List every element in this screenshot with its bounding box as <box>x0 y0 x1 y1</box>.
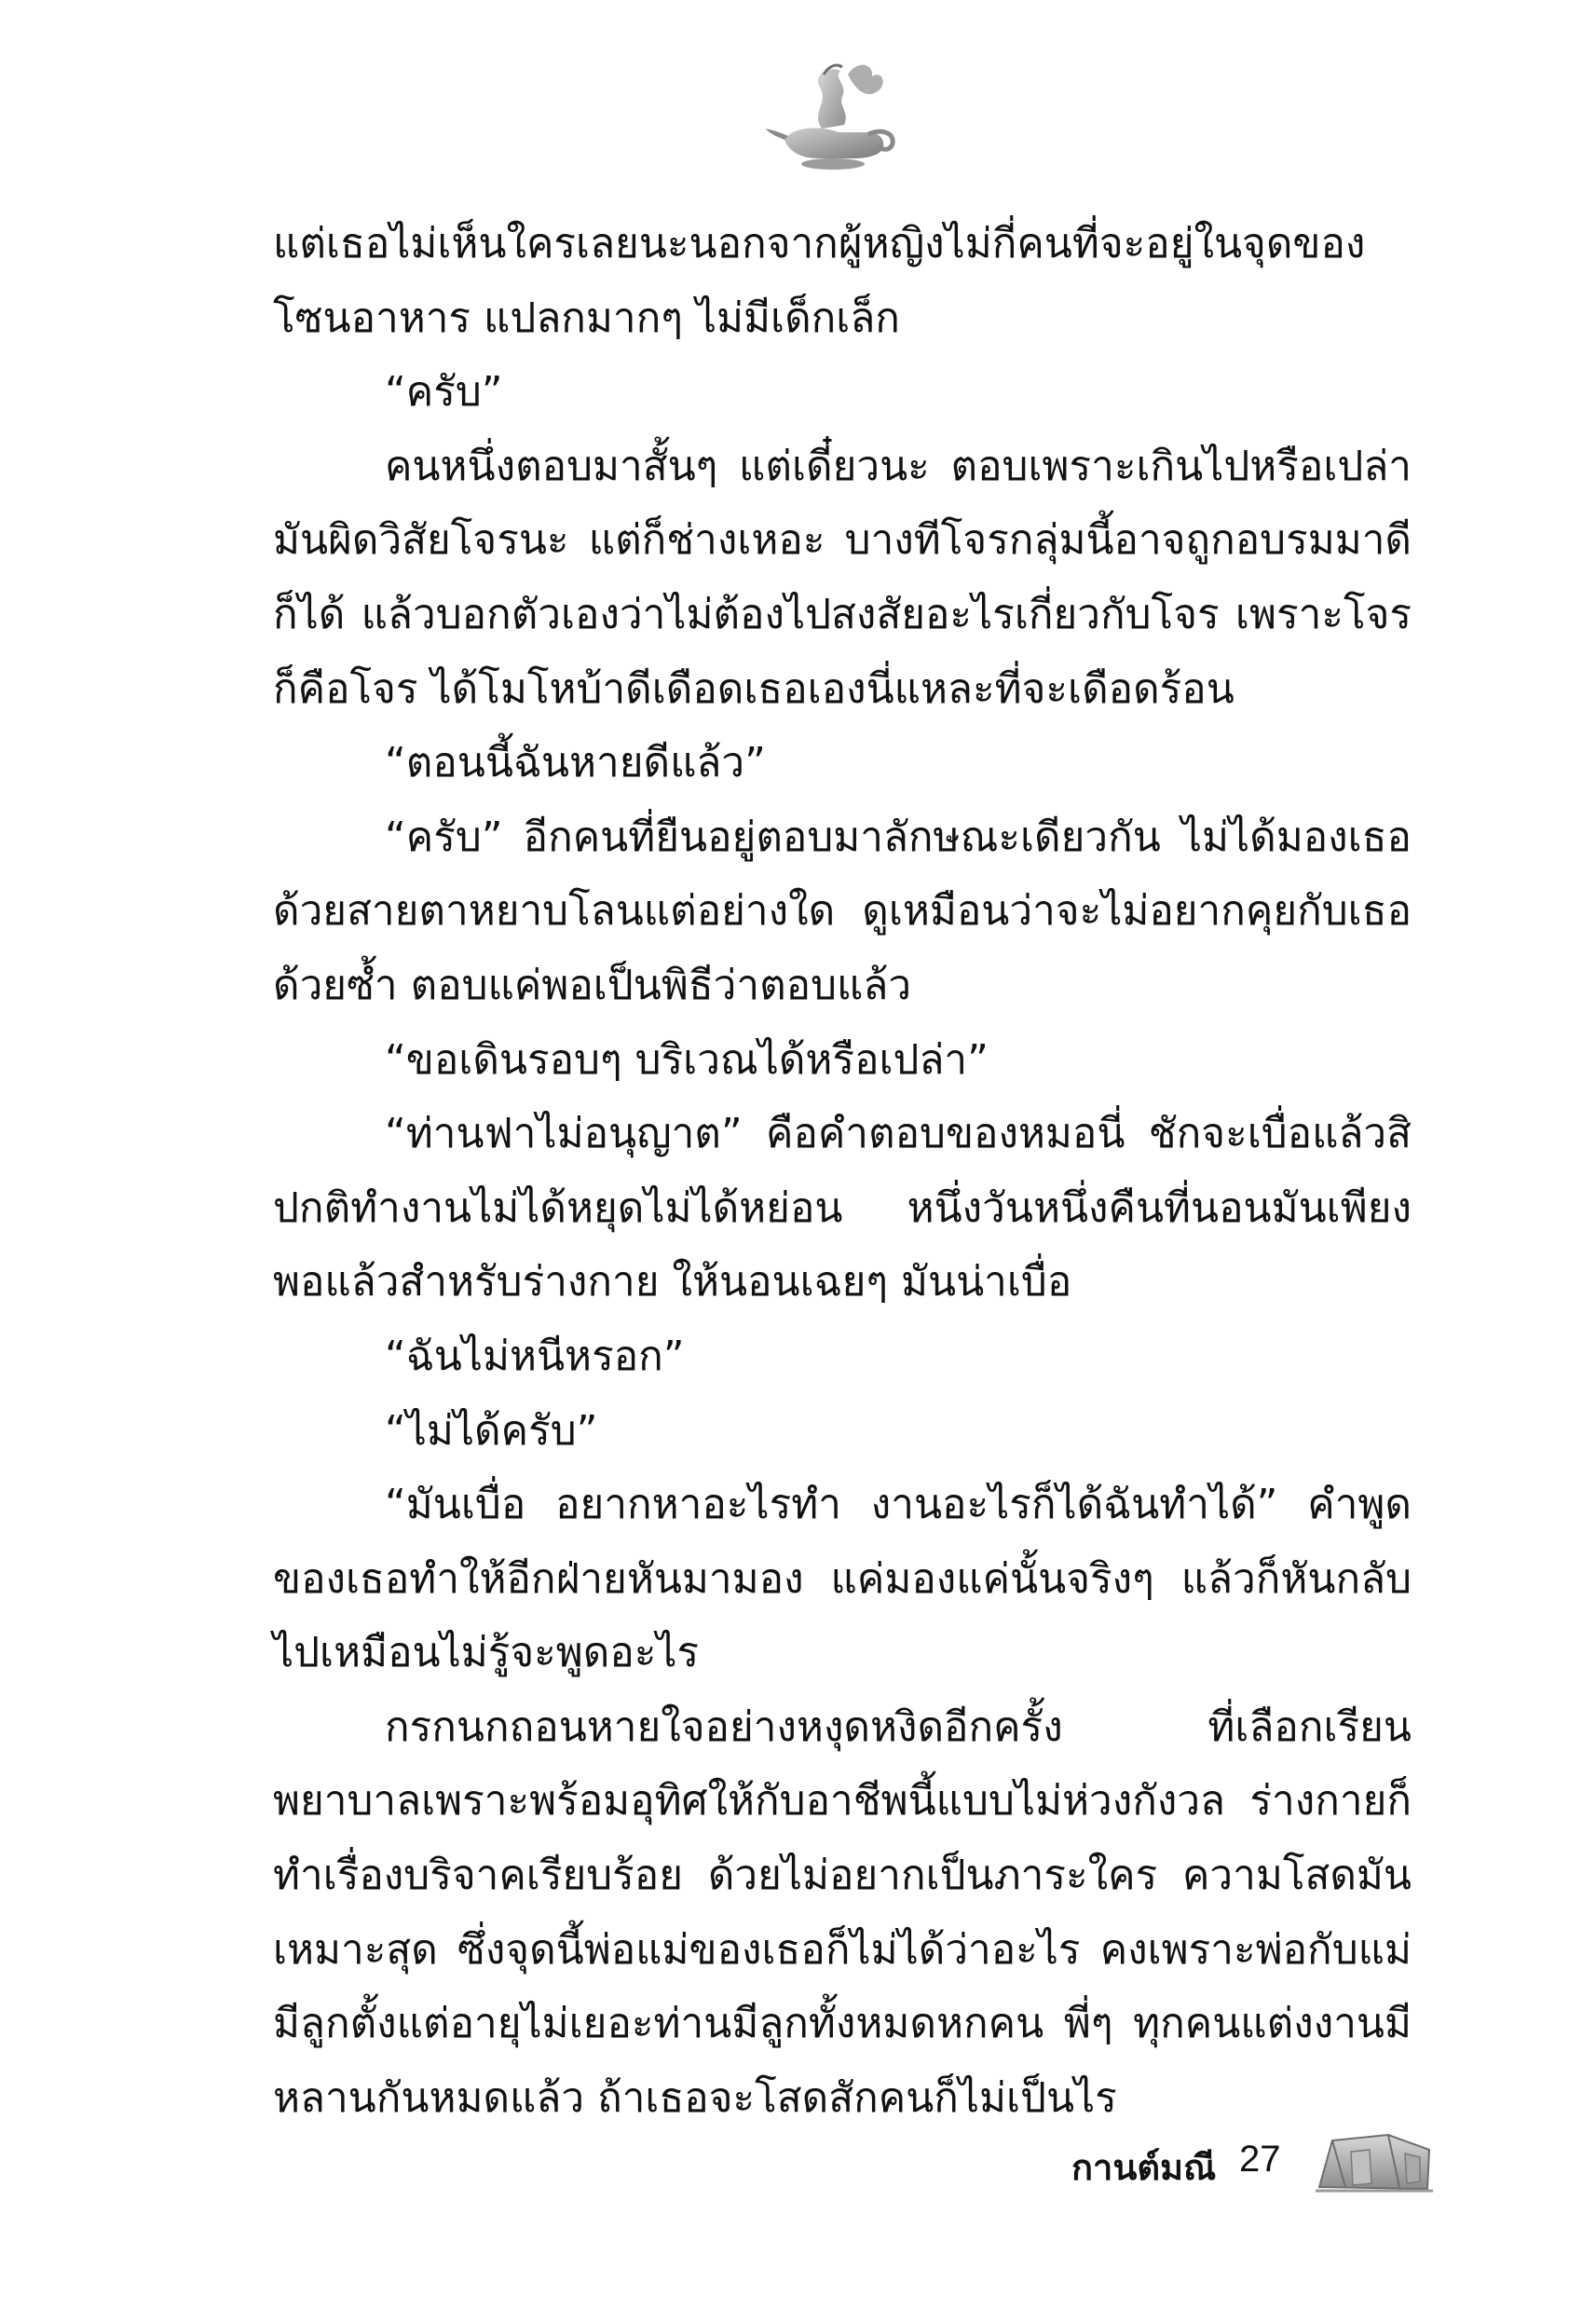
paragraph: แต่เธอไม่เห็นใครเลยนะนอกจากผู้หญิงไม่กี่คนที่จะอยู่ในจุดของโซนอาหาร แปลกมากๆ ไม่มีเด็กเล็ก <box>273 220 1366 342</box>
paragraph: “ตอนนี้ฉันหายดีแล้ว” <box>385 739 766 787</box>
genie-lamp-icon <box>764 47 904 177</box>
page-footer <box>1044 2129 1435 2204</box>
page-number: 27 <box>1239 2139 1281 2180</box>
paragraph: กรกนกถอนหายใจอย่างหงุดหงิดอีกครั้ง ที่เลือกเรียนพยาบาลเพราะพร้อมอุทิศให้กับอาชีพนี้แบบไม่ห่วงกังวล ร่างกายก็ทำเรื่องบริจาคเรียบร้อย ด้วยไม่อยากเป็นภาระใคร ความโสดมันเหมาะสุด ซึ่งจุดนี้พ่อแม่ของเธอก็ไม่ได้ว่าอะไร คงเพราะพ่อกับแม่มีลูกตั้งแต่อายุไม่เยอะท่านมีลูกทั้งหมดหกคน พี่ๆ ทุกคนแต่งงานมีหลานกันหมดแล้ว ถ้าเธอจะโสดสักคนก็ไม่เป็นไร <box>273 1702 1412 2122</box>
paragraph: “ไม่ได้ครับ” <box>385 1406 598 1455</box>
paragraph: “ครับ” อีกคนที่ยืนอยู่ตอบมาลักษณะเดียวกัน ไม่ได้มองเธอด้วยสายตาหยาบโลนแต่อย่างใด ดูเหมือนว่าจะไม่อยากคุยกับเธอด้วยซ้ำ ตอบแค่พอเป็นพิธีว่าตอบแล้ว <box>273 813 1412 1009</box>
body-text <box>273 207 1412 2135</box>
paragraph: “ครับ” <box>385 368 503 417</box>
paragraph: คนหนึ่งตอบมาสั้นๆ แต่เดี๋ยวนะ ตอบเพราะเกินไปหรือเปล่า มันผิดวิสัยโจรนะ แต่ก็ช่างเหอะ บางทีโจรกลุ่มนี้อาจถูกอบรมมาดีก็ได้ แล้วบอกตัวเองว่าไม่ต้องไปสงสัยอะไรเกี่ยวกับโจร เพราะโจรก็คือโจร ได้โมโหบ้าดีเดือดเธอเองนี่แหละที่จะเดือดร้อน <box>273 442 1412 713</box>
paragraph: “ท่านฟาไม่อนุญาต” คือคำตอบของหมอนี่ ชักจะเบื่อแล้วสิ ปกติทำงานไม่ได้หยุดไม่ได้หย่อน หนึ่งวันหนึ่งคืนที่นอนมันเพียงพอแล้วสำหรับร่างกาย ให้นอนเฉยๆ มันน่าเบื่อ <box>273 1110 1412 1306</box>
paragraph: “ฉันไม่หนีหรอก” <box>385 1332 685 1380</box>
author-name: กานต์มณี <box>1071 2147 1217 2188</box>
paragraph: “มันเบื่อ อยากหาอะไรทำ งานอะไรก็ได้ฉันทำได้” คำพูดของเธอทำให้อีกฝ่ายหันมามอง แค่มองแค่นั้นจริงๆ แล้วก็หันกลับไปเหมือนไม่รู้จะพูดอะไร <box>273 1481 1412 1677</box>
paragraph: “ขอเดินรอบๆ บริเวณได้หรือเปล่า” <box>385 1035 989 1084</box>
tent-icon <box>1314 2129 1435 2195</box>
